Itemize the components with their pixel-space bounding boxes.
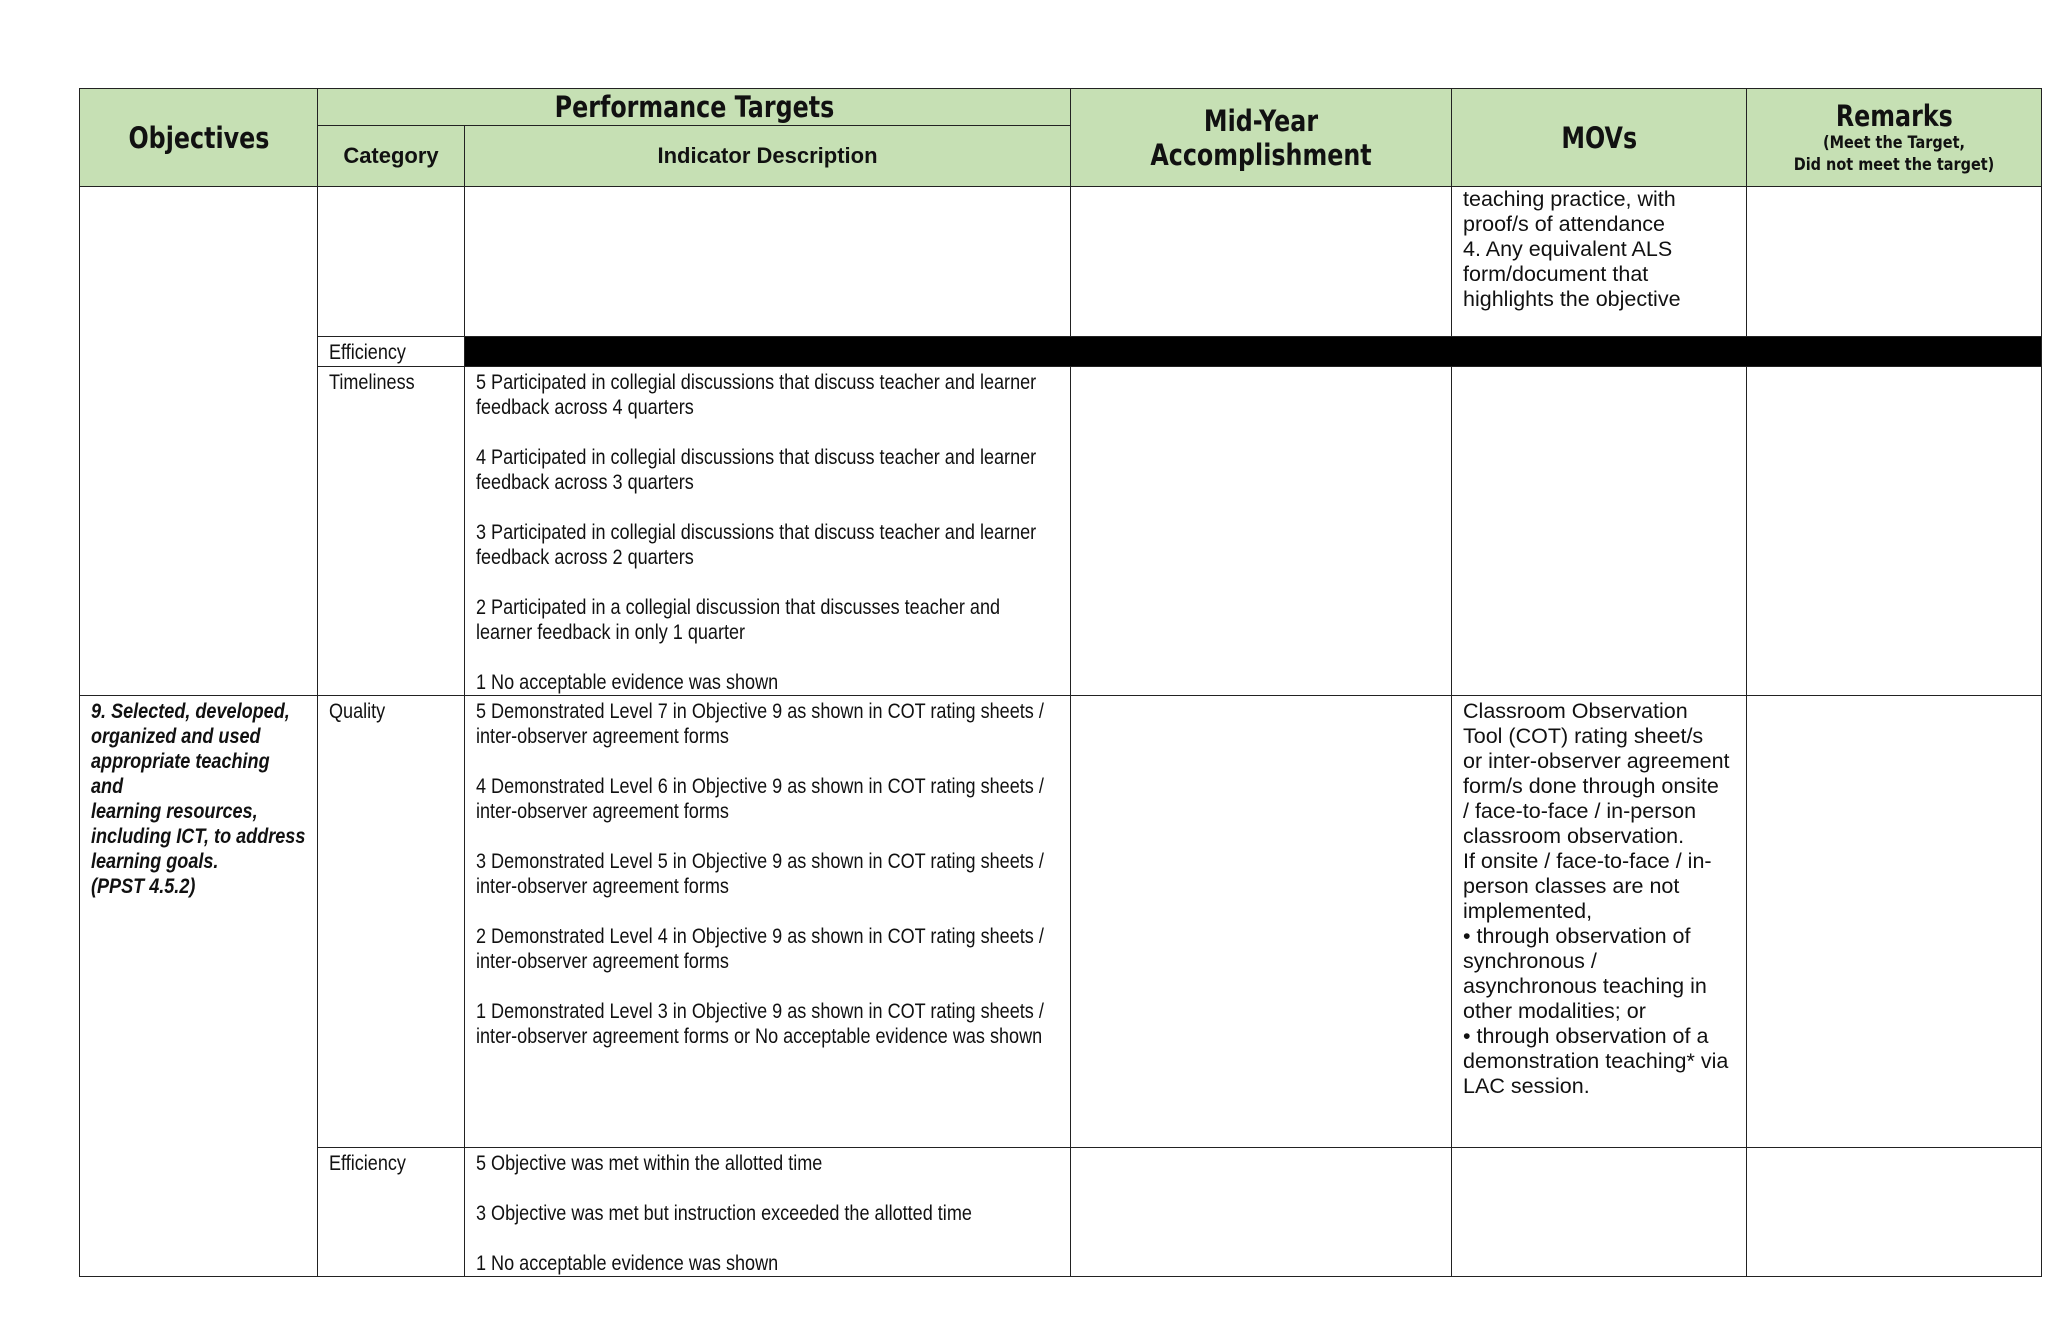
indicator-cell-efficiency	[465, 1148, 1071, 1277]
header-performance-targets-label: Performance Targets	[554, 90, 834, 124]
indicator-item: 1 Demonstrated Level 3 in Objective 9 as shown in COT rating sheets / inter-observer agreement forms or No acceptable evidence was shown	[476, 1000, 1044, 1048]
category-label: Quality	[329, 700, 386, 723]
mov-line: or inter-observer agreement	[1463, 749, 1730, 773]
category-cell	[318, 1148, 465, 1277]
category-label: Timeliness	[329, 371, 415, 394]
objective-line: appropriate teaching and	[91, 750, 270, 798]
category-label: Efficiency	[329, 341, 406, 364]
mov-line: 4. Any equivalent ALS	[1463, 237, 1673, 261]
indicator-item: 5 Participated in collegial discussions that discuss teacher and learner feedback across 4 quarters	[476, 371, 1037, 419]
mov-line: classroom observation.	[1463, 824, 1685, 848]
indicator-cell-empty	[465, 187, 1071, 337]
table-row-efficiency-9	[80, 1148, 2042, 1277]
indicator-item: 1 No acceptable evidence was shown	[476, 1252, 779, 1275]
category-label: Efficiency	[329, 1152, 406, 1175]
mov-line: Classroom Observation	[1463, 699, 1688, 723]
header-objectives	[80, 89, 318, 187]
objective-line: organized and used	[91, 725, 261, 748]
indicator-item: 2 Participated in a collegial discussion that discusses teacher and learner feedback in only 1 quarter	[476, 596, 1001, 644]
remarks-cell[interactable]	[1747, 696, 2042, 1148]
indicator-cell-quality	[465, 696, 1071, 1148]
category-cell	[318, 337, 465, 367]
indicator-item: 5 Objective was met within the allotted time	[476, 1152, 823, 1175]
mid-year-cell[interactable]	[1071, 187, 1452, 337]
movs-cell-continued	[1452, 187, 1747, 337]
header-indicator-description-label: Indicator Description	[657, 143, 878, 168]
mov-line: form/document that	[1463, 262, 1649, 286]
table-row-timeliness-8	[80, 367, 2042, 696]
objective-line: (PPST 4.5.2)	[91, 875, 196, 898]
mov-line: demonstration teaching* via	[1463, 1049, 1729, 1073]
mov-line: Tool (COT) rating sheet/s	[1463, 724, 1704, 748]
mid-year-cell[interactable]	[1071, 1148, 1452, 1277]
indicator-item: 4 Participated in collegial discussions that discuss teacher and learner feedback across 3 quarters	[476, 446, 1037, 494]
movs-cell	[1452, 367, 1747, 696]
category-cell-empty	[318, 187, 465, 337]
mov-line: other modalities; or	[1463, 999, 1646, 1023]
indicator-item: 4 Demonstrated Level 6 in Objective 9 as shown in COT rating sheets / inter-observer agreement forms	[476, 775, 1044, 823]
mov-line: implemented,	[1463, 899, 1593, 923]
header-movs-label: MOVs	[1561, 120, 1637, 155]
mov-line: form/s done through onsite	[1463, 774, 1719, 798]
mov-line: / face-to-face / in-person	[1463, 799, 1697, 823]
indicator-cell-timeliness	[465, 367, 1071, 696]
blacked-out-bar	[465, 337, 2042, 367]
mov-line: If onsite / face-to-face / in-	[1463, 849, 1712, 873]
header-remarks-note-1: (Meet the Target,	[1823, 132, 1965, 153]
mov-line: teaching practice, with	[1463, 187, 1676, 211]
mid-year-cell[interactable]	[1071, 367, 1452, 696]
header-remarks-label: Remarks	[1835, 98, 1953, 133]
mid-year-cell[interactable]	[1071, 696, 1452, 1148]
indicator-item: 3 Objective was met but instruction exceeded the allotted time	[476, 1202, 972, 1225]
indicator-item: 1 No acceptable evidence was shown	[476, 671, 779, 694]
header-remarks	[1747, 89, 2042, 187]
indicator-item: 3 Demonstrated Level 5 in Objective 9 as shown in COT rating sheets / inter-observer agreement forms	[476, 850, 1044, 898]
remarks-cell[interactable]	[1747, 187, 2042, 337]
table-row-quality-9	[80, 696, 2042, 1148]
rpms-table	[79, 88, 2042, 1277]
mov-line: LAC session.	[1463, 1074, 1590, 1098]
header-remarks-note-2: Did not meet the target)	[1793, 154, 1995, 175]
objective-8-continued-cell	[80, 187, 318, 696]
header-category-label: Category	[343, 143, 439, 168]
header-mid-year-label: Mid-Year Accomplishment	[1150, 103, 1372, 172]
objective-line: 9. Selected, developed,	[91, 700, 290, 723]
table-row-continued	[80, 187, 2042, 337]
header-indicator-description	[465, 126, 1071, 187]
header-row-1	[80, 89, 2042, 126]
indicator-item: 3 Participated in collegial discussions that discuss teacher and learner feedback across 2 quarters	[476, 521, 1037, 569]
movs-cell-quality	[1452, 696, 1747, 1148]
header-category	[318, 126, 465, 187]
remarks-cell[interactable]	[1747, 1148, 2042, 1277]
objective-9-cell	[80, 696, 318, 1277]
indicator-item: 2 Demonstrated Level 4 in Objective 9 as shown in COT rating sheets / inter-observer agreement forms	[476, 925, 1044, 973]
remarks-cell[interactable]	[1747, 367, 2042, 696]
mov-line: asynchronous teaching in	[1463, 974, 1707, 998]
table-row-efficiency-8	[80, 337, 2042, 367]
objective-line: including ICT, to address	[91, 825, 306, 848]
category-cell	[318, 696, 465, 1148]
header-mid-year	[1071, 89, 1452, 187]
header-performance-targets	[318, 89, 1071, 126]
mov-line: • through observation of	[1463, 924, 1691, 948]
mov-line: person classes are not	[1463, 874, 1680, 898]
objective-line: learning resources,	[91, 800, 258, 823]
indicator-item: 5 Demonstrated Level 7 in Objective 9 as shown in COT rating sheets / inter-observer agreement forms	[476, 700, 1044, 748]
mov-line: synchronous /	[1463, 949, 1597, 973]
header-movs	[1452, 89, 1747, 187]
objective-line: learning goals.	[91, 850, 219, 873]
movs-cell	[1452, 1148, 1747, 1277]
mov-line: • through observation of a	[1463, 1024, 1709, 1048]
header-objectives-label: Objectives	[128, 120, 269, 155]
category-cell	[318, 367, 465, 696]
mov-line: highlights the objective	[1463, 287, 1681, 311]
mov-line: proof/s of attendance	[1463, 212, 1666, 236]
